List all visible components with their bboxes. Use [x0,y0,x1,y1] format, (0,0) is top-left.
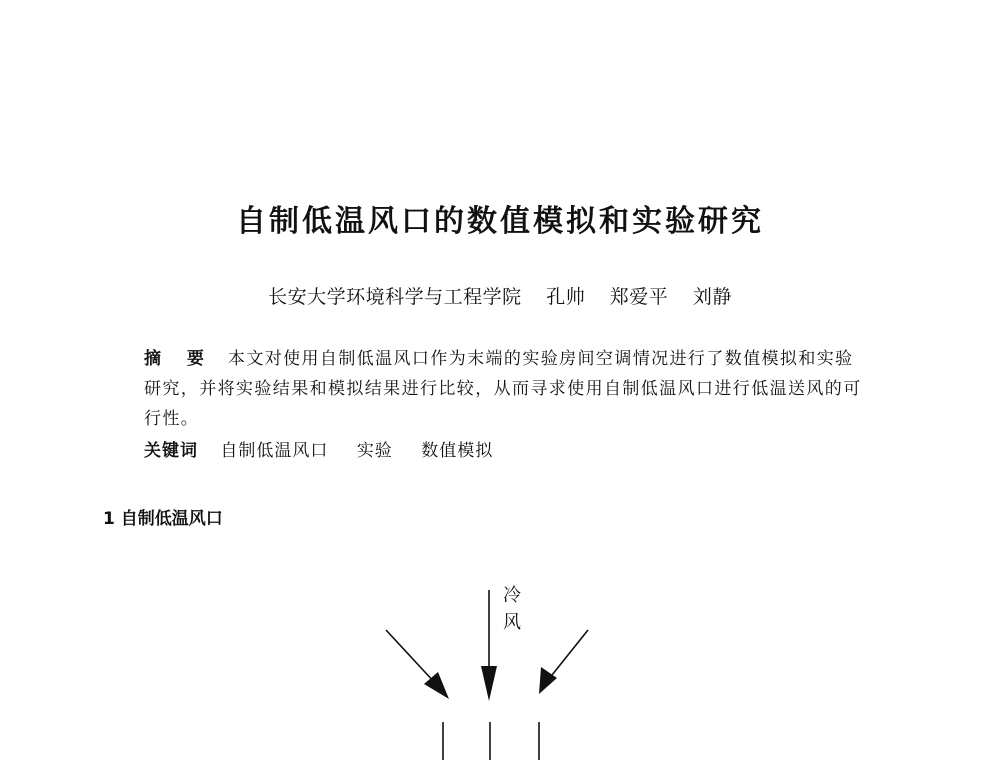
left-inflow-arrow-shaft [386,630,436,684]
section-heading: 1 自制低温风口 [103,509,223,529]
keyword: 实验 [356,441,393,461]
author-name: 刘静 [692,286,732,308]
keyword: 数值模拟 [421,441,494,461]
author-name: 郑爱平 [609,286,669,308]
abstract-text: 本文对使用自制低温风口作为末端的实验房间空调情况进行了数值模拟和实验研究，并将实验结果和模拟结果进行比较，从而寻求使用自制低温风口进行低温送风的可行性。 [144,349,862,429]
right-inflow-arrow-shaft [548,630,588,680]
center-inflow-arrowhead [481,666,497,701]
cold-air-label-1: 冷 [503,585,521,606]
keyword: 自制低温风口 [220,441,329,461]
paper-title: 自制低温风口的数值模拟和实验研究 [236,204,764,239]
keywords-label: 关键词 [144,441,198,461]
cold-air-label-2: 风 [503,612,521,633]
abstract-label: 摘 要 [144,349,214,369]
author-name: 孔帅 [546,286,586,308]
affiliation: 长安大学环境科学与工程学院 [268,286,522,308]
